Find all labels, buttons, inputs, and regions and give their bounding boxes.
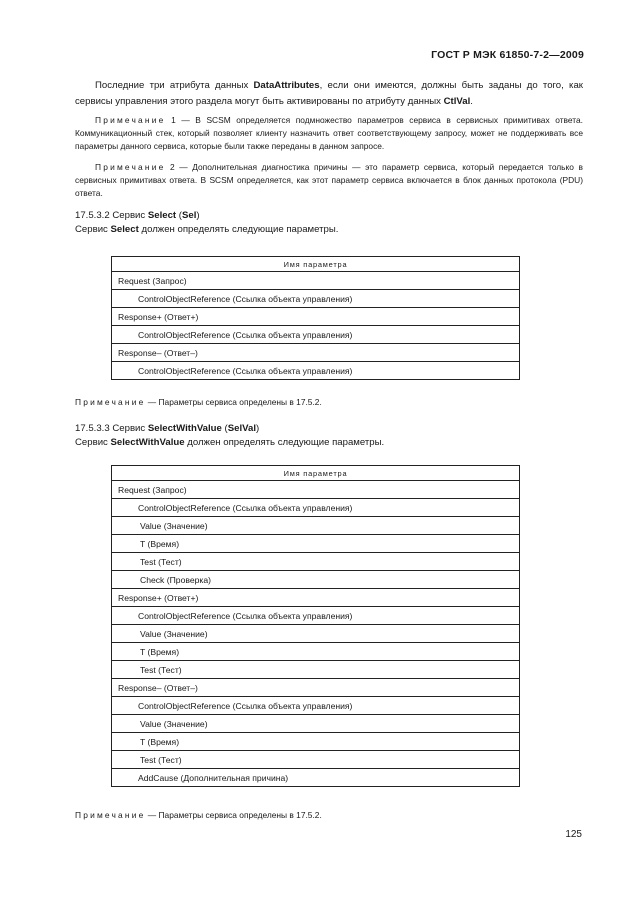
section-select-note bbox=[75, 396, 322, 408]
note-2 bbox=[75, 161, 583, 200]
table-row bbox=[112, 571, 520, 589]
parameter-cell: ControlObjectReference (Ссылка объекта управления) bbox=[112, 697, 520, 715]
intro-pre: Сервис bbox=[75, 437, 111, 448]
parameter-cell: ControlObjectReference (Ссылка объекта управления) bbox=[112, 362, 520, 380]
table-row bbox=[112, 625, 520, 643]
table-row bbox=[112, 751, 520, 769]
parameter-cell: ControlObjectReference (Ссылка объекта управления) bbox=[112, 326, 520, 344]
parameter-cell: T (Время) bbox=[112, 643, 520, 661]
parameter-cell: Check (Проверка) bbox=[112, 571, 520, 589]
parameter-cell: Test (Тест) bbox=[112, 751, 520, 769]
note-2-label: Примечание bbox=[95, 162, 166, 172]
heading-bold2: Sel bbox=[182, 210, 197, 221]
parameter-cell: Request (Запрос) bbox=[112, 272, 520, 290]
table-row bbox=[112, 272, 520, 290]
intro-bold: Select bbox=[110, 224, 139, 235]
section-selval-note bbox=[75, 809, 322, 821]
note-label: Примечание bbox=[75, 397, 146, 407]
table-row bbox=[112, 733, 520, 751]
parameter-cell: ControlObjectReference (Ссылка объекта управления) bbox=[112, 607, 520, 625]
parameter-cell: Test (Тест) bbox=[112, 553, 520, 571]
parameter-cell: Response– (Ответ–) bbox=[112, 679, 520, 697]
heading-bold: SelectWithValue bbox=[147, 423, 222, 434]
parameter-cell: T (Время) bbox=[112, 733, 520, 751]
section-selval-heading bbox=[75, 422, 259, 436]
heading-bold: Select bbox=[147, 210, 177, 221]
note-text: — Параметры сервиса определены в 17.5.2. bbox=[145, 397, 322, 407]
note-1-label: Примечание bbox=[95, 115, 166, 125]
table-header: Имя параметра bbox=[112, 466, 520, 481]
parameter-cell: Request (Запрос) bbox=[112, 481, 520, 499]
table-row bbox=[112, 715, 520, 733]
section-select-intro bbox=[75, 223, 338, 237]
table-row bbox=[112, 769, 520, 787]
intro-bold-ctlval: CtlVal bbox=[443, 95, 471, 107]
intro-post: должен определять следующие параметры. bbox=[184, 437, 385, 448]
heading-bold2: SelVal bbox=[227, 423, 257, 434]
table-row bbox=[112, 643, 520, 661]
heading-mid: ( bbox=[221, 423, 228, 434]
table-row bbox=[112, 362, 520, 380]
parameter-cell: Response+ (Ответ+) bbox=[112, 589, 520, 607]
parameter-cell: Response– (Ответ–) bbox=[112, 344, 520, 362]
table-row bbox=[112, 517, 520, 535]
parameter-cell: ControlObjectReference (Ссылка объекта управления) bbox=[112, 499, 520, 517]
table-row bbox=[112, 308, 520, 326]
table-row bbox=[112, 679, 520, 697]
note-1-text: 1 — В SCSM определяется подмножество параметров сервиса в сервисных примитивах ответа. Коммуникационный стек, который позволяет клиенту назначить ответ соответствующему запросу, может не поддерживать все параметры данного сервиса, которые были также переданы в данном запросе. bbox=[75, 115, 583, 151]
table-row bbox=[112, 499, 520, 517]
selval-parameter-table bbox=[111, 465, 520, 787]
note-text: — Параметры сервиса определены в 17.5.2. bbox=[145, 810, 322, 820]
parameter-cell: Value (Значение) bbox=[112, 715, 520, 733]
section-select-heading bbox=[75, 209, 200, 223]
intro-text-1: Последние три атрибута данных bbox=[95, 80, 254, 91]
heading-pre: 17.5.3.3 Сервис bbox=[75, 423, 148, 434]
intro-text-3: . bbox=[470, 95, 473, 107]
note-2-text: 2 — Дополнительная диагностика причины — это параметр сервиса, который передается только в сервисных примитивах ответа. В SCSM определяется, как этот параметр сервиса включается в блок данных протокола (PDU) ответа. bbox=[75, 162, 583, 198]
intro-post: должен определять следующие параметры. bbox=[138, 224, 339, 235]
table-row bbox=[112, 344, 520, 362]
intro-paragraph bbox=[75, 78, 583, 109]
table-row bbox=[112, 607, 520, 625]
section-selval-intro bbox=[75, 436, 384, 450]
table-row bbox=[112, 553, 520, 571]
parameter-cell: ControlObjectReference (Ссылка объекта управления) bbox=[112, 290, 520, 308]
table-row bbox=[112, 697, 520, 715]
heading-post: ) bbox=[256, 423, 260, 434]
parameter-cell: Response+ (Ответ+) bbox=[112, 308, 520, 326]
intro-bold: SelectWithValue bbox=[110, 437, 185, 448]
table-row bbox=[112, 661, 520, 679]
select-parameter-table bbox=[111, 256, 520, 380]
parameter-cell: Value (Значение) bbox=[112, 625, 520, 643]
heading-pre: 17.5.3.2 Сервис bbox=[75, 210, 148, 221]
intro-bold-dataattributes: DataAttributes bbox=[253, 80, 320, 91]
parameter-cell: Test (Тест) bbox=[112, 661, 520, 679]
table-row bbox=[112, 481, 520, 499]
note-1 bbox=[75, 114, 583, 153]
intro-pre: Сервис bbox=[75, 224, 111, 235]
page-number: 125 bbox=[565, 829, 582, 840]
table-row bbox=[112, 535, 520, 553]
table-row bbox=[112, 589, 520, 607]
heading-post: ) bbox=[196, 210, 200, 221]
intro-text-2: , если они имеются, должны быть заданы до того, как сервисы управления этого раздела могут быть активированы по атрибуту данных bbox=[75, 80, 583, 107]
document-header: ГОСТ Р МЭК 61850-7-2—2009 bbox=[431, 49, 584, 61]
table-header: Имя параметра bbox=[112, 257, 520, 272]
table-row bbox=[112, 290, 520, 308]
note-label: Примечание bbox=[75, 810, 146, 820]
parameter-cell: Value (Значение) bbox=[112, 517, 520, 535]
parameter-cell: T (Время) bbox=[112, 535, 520, 553]
heading-mid: ( bbox=[176, 210, 183, 221]
table-row bbox=[112, 326, 520, 344]
parameter-cell: AddCause (Дополнительная причина) bbox=[112, 769, 520, 787]
